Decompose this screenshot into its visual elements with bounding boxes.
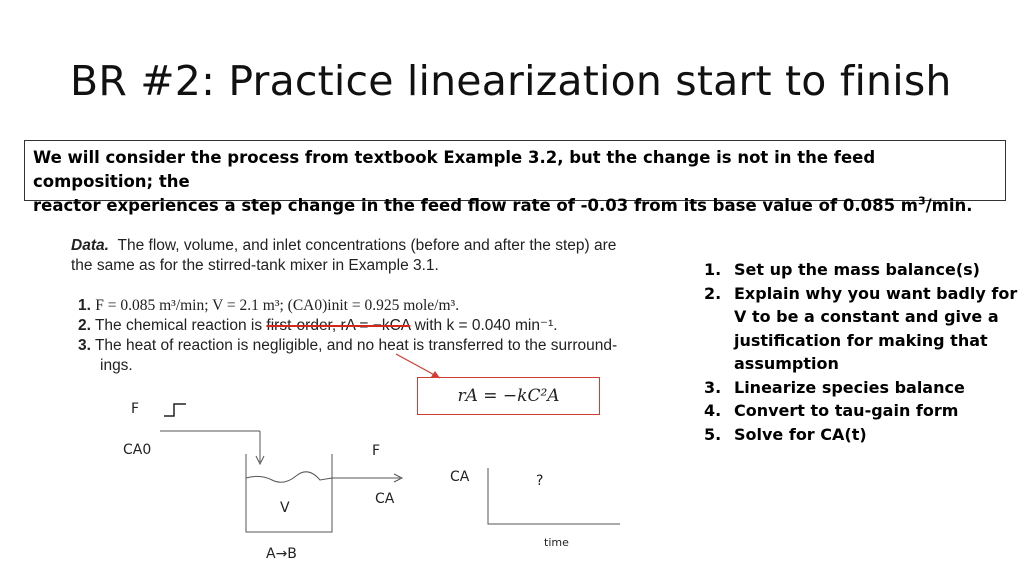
plot-y-label: CA xyxy=(450,469,470,485)
item-3-line-1: The heat of reaction is negligible, and no heat is transferred to the surround- xyxy=(94,337,618,354)
task-item xyxy=(704,258,1024,282)
liquid-surface xyxy=(246,472,332,482)
plot-x-label: time xyxy=(544,536,569,549)
item-2-number: 2. xyxy=(78,317,91,334)
task-item xyxy=(704,376,1024,400)
problem-superscript: 3 xyxy=(918,194,926,208)
task-item xyxy=(704,423,1024,447)
task-number: 4. xyxy=(704,401,722,420)
process-diagram xyxy=(100,390,640,580)
flow-in-label: F xyxy=(131,401,140,417)
problem-line-2 xyxy=(33,194,997,218)
flow-out-label: F xyxy=(372,443,381,459)
data-label: Data. xyxy=(71,237,109,254)
problem-line-2-end: /min. xyxy=(925,196,973,215)
rate-law-equation: rA = −kC²A xyxy=(457,386,560,406)
item-2-post: with k = 0.040 min⁻¹. xyxy=(414,317,558,334)
task-text: Solve for CA(t) xyxy=(734,424,867,444)
item-1-number: 1. xyxy=(78,297,91,314)
volume-label: V xyxy=(280,500,290,516)
problem-line-2-text: reactor experiences a step change in the feed flow rate of -0.03 from its base value of 0.085 m xyxy=(33,196,918,215)
data-intro-line-2: the same as for the stirred-tank mixer in Example 3.1. xyxy=(71,257,439,274)
response-plot-axes xyxy=(488,468,620,524)
task-item xyxy=(704,399,1024,423)
item-3-line-2: ings. xyxy=(100,357,133,374)
item-2-struck-text: first-order, rA = −kCA xyxy=(266,317,411,334)
problem-statement-box xyxy=(24,140,1006,215)
reaction-label: A→B xyxy=(266,546,297,562)
task-text: Linearize species balance xyxy=(734,377,965,397)
step-change-icon xyxy=(164,404,186,416)
plot-unknown-mark: ? xyxy=(536,473,544,489)
item-2-pre: The chemical reaction is xyxy=(94,317,263,334)
task-number: 5. xyxy=(704,424,722,444)
task-item xyxy=(704,282,1024,376)
textbook-items xyxy=(78,296,678,376)
data-intro-line-1: The flow, volume, and inlet concentrations (before and after the step) are xyxy=(117,237,617,254)
problem-line-1: We will consider the process from textbook Example 3.2, but the change is not in the feed composition; the xyxy=(33,148,876,191)
task-text: Set up the mass balance(s) xyxy=(734,260,980,279)
task-text: Explain why you want badly for V to be a constant and give a justification for making that assumption xyxy=(734,283,1018,373)
item-1-text: F = 0.085 m³/min; V = 2.1 m³; (CA0)init = 0.925 mole/m³. xyxy=(95,297,460,314)
task-list xyxy=(704,258,1024,446)
tank-outline xyxy=(246,454,332,532)
task-number: 3. xyxy=(704,377,722,397)
slide-title: BR #2: Practice linearization start to finish xyxy=(70,57,952,105)
conc-out-label: CA xyxy=(375,491,395,507)
conc-in-label: CA0 xyxy=(123,442,152,458)
task-text: Convert to tau-gain form xyxy=(734,401,959,420)
textbook-excerpt xyxy=(71,236,671,276)
task-number: 1. xyxy=(704,260,722,279)
task-number: 2. xyxy=(704,283,722,303)
item-3-number: 3. xyxy=(78,337,91,354)
